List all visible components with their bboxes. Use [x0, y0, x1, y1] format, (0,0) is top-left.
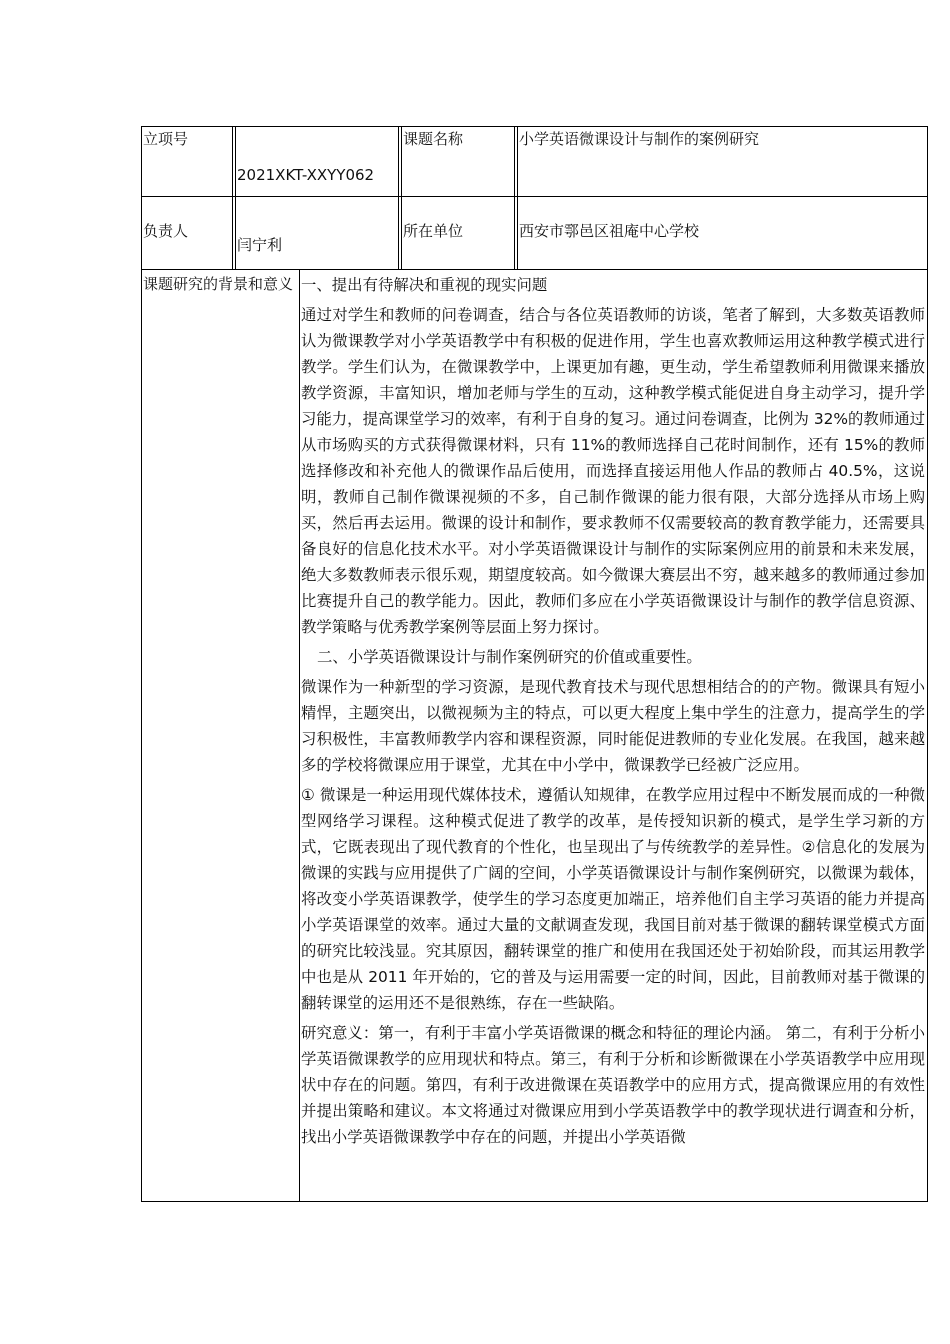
section-content: [300, 270, 927, 1201]
leader-label: 负责人: [142, 197, 236, 270]
organization-value: 西安市鄠邑区祖庵中心学校: [518, 197, 927, 270]
project-id-value: 2021XKT-XXYY062: [236, 127, 402, 197]
paragraph-4: 研究意义：第一，有利于丰富小学英语微课的概念和特征的理论内涵。 第二，有利于分析小学英语微课教学的应用现状和特点。第三，有利于分析和诊断微课在小学英语教学中应用现状中存在的问题。第四，有利于改进微课在英语教学中的应用方式，提高微课应用的有效性并提出策略和建议。本文将通过对微课应用到小学英语教学中的教学现状进行调查和分析，找出小学英语微课教学中存在的问题，并提出小学英语微: [301, 1024, 925, 1146]
section-heading-2: 二、小学英语微课设计与制作案例研究的价值或重要性。: [317, 648, 702, 666]
project-form-table: [141, 126, 928, 1202]
paragraph-3: ① 微课是一种运用现代媒体技术，遵循认知规律，在教学应用过程中不断发展而成的一种微型网络学习课程。这种模式促进了教学的改革，是传授知识新的模式，是学生学习新的方式，它既表现出了现代教育的个性化，也呈现出了与传统教学的差异性。②信息化的发展为微课的实践与应用提供了广阔的空间，小学英语微课设计与制作案例研究，以微课为载体，将改变小学英语课教学，使学生的学习态度更加端正，培养他们自主学习英语的能力并提高小学英语课堂的效率。通过大量的文献调查发现，我国目前对基于微课的翻转课堂模式方面的研究比较浅显。究其原因，翻转课堂的推广和使用在我国还处于初始阶段，而其运用教学中也是从 2011 年开始的，它的普及与运用需要一定的时间，因此，目前教师对基于微课的翻转课堂的运用还不是很熟练，存在一些缺陷。: [301, 786, 925, 1012]
project-title-value: 小学英语微课设计与制作的案例研究: [518, 127, 927, 197]
section-label: 课题研究的背景和意义: [142, 270, 300, 1201]
paragraph-1: 通过对学生和教师的问卷调查，结合与各位英语教师的访谈，笔者了解到，大多数英语教师认为微课教学对小学英语教学中有积极的促进作用，学生也喜欢教师运用这种教学模式进行教学。学生们认为，在微课教学中，上课更加有趣，更生动，学生希望教师利用微课来播放教学资源，丰富知识，增加老师与学生的互动，这种教学模式能促进自身主动学习，提升学习能力，提高课堂学习的效率，有利于自身的复习。通过问卷调查，比例为 32%的教师通过从市场购买的方式获得微课材料，只有 11%的教师选择自己花时间制作，还有 15%的教师选择修改和补充他人的微课作品后使用，而选择直接运用他人作品的教师占 40.5%，这说明，教师自己制作微课视频的不多，自己制作微课的能力很有限，大部分选择从市场上购买，然后再去运用。微课的设计和制作，要求教师不仅需要较高的教育教学能力，还需要具备良好的信息化技术水平。对小学英语微课设计与制作的实际案例应用的前景和未来发展，绝大多数教师表示很乐观，期望度较高。如今微课大赛层出不穷，越来越多的教师通过参加比赛提升自己的教学能力。因此，教师们多应在小学英语微课设计与制作的教学信息资源、教学策略与优秀教学案例等层面上努力探讨。: [301, 306, 925, 636]
leader-value: 闫宁利: [236, 197, 402, 270]
paragraph-2: 微课作为一种新型的学习资源，是现代教育技术与现代思想相结合的的产物。微课具有短小精悍，主题突出，以微视频为主的特点，可以更大程度上集中学生的注意力，提高学生的学习积极性，丰富教师教学内容和课程资源，同时能促进教师的专业化发展。在我国，越来越多的学校将微课应用于课堂，尤其在中小学中，微课教学已经被广泛应用。: [301, 678, 925, 774]
section-heading-1: 一、提出有待解决和重视的现实问题: [301, 276, 548, 294]
project-id-label: 立项号: [142, 127, 236, 197]
organization-label: 所在单位: [402, 197, 518, 270]
project-title-label: 课题名称: [402, 127, 518, 197]
